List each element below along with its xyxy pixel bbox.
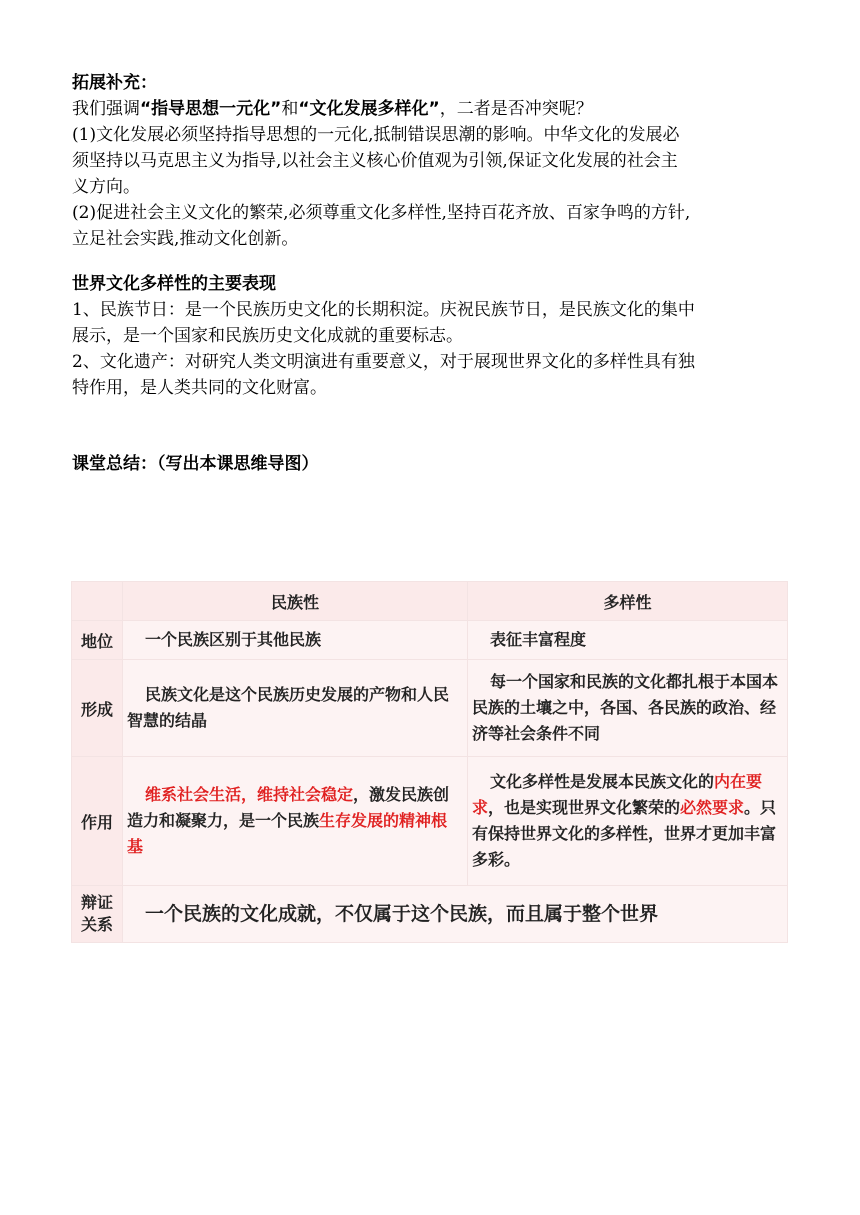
- highlight-text: 内在要求: [472, 772, 763, 817]
- relation-label-text: 辩证关系: [80, 893, 113, 934]
- row-label-relation: [72, 886, 123, 943]
- question-mid: 和: [281, 99, 299, 119]
- diversity-item2-line1: 2、文化遗产：对研究人类文明演进有重要意义，对于展现世界文化的多样性具有独: [72, 352, 695, 372]
- table-row: [72, 621, 788, 660]
- extension-point1-line2: 须坚持以马克思主义为指导,以社会主义核心价值观为引领,保证文化发展的社会主: [72, 151, 678, 171]
- row-label-formation: 形成: [72, 660, 123, 757]
- highlight-text: 维系社会生活，维持社会稳定: [145, 785, 354, 804]
- formation-diversity-text: 每一个国家和民族的文化都扎根于本国本民族的土壤之中，各国、各民族的政治、经济等社会条件不同: [472, 672, 779, 743]
- highlight-text: 必然要求: [680, 798, 745, 817]
- formation-nationality: [123, 660, 468, 757]
- function-diversity-text: [468, 763, 787, 879]
- table-row: [72, 660, 788, 757]
- diversity-item2-line2: 特作用，是人类共同的文化财富。: [72, 378, 327, 398]
- question-suffix: ，二者是否冲突呢？: [439, 99, 593, 119]
- function-diversity-body-1: 文化多样性是发展本民族文化的: [490, 772, 715, 791]
- diversity-heading: 世界文化多样性的主要表现: [72, 274, 276, 294]
- summary-heading: 课堂总结：（写出本课思维导图）: [72, 454, 319, 474]
- function-nationality: [123, 757, 468, 886]
- status-diversity-text: 表征丰富程度: [490, 630, 587, 649]
- function-diversity: [468, 757, 788, 886]
- extension-point1-line1: (1)文化发展必须坚持指导思想的一元化,抵制错误思潮的影响。中华文化的发展必: [72, 125, 680, 145]
- status-nationality-text: 一个民族区别于其他民族: [145, 630, 322, 649]
- diversity-item1-line1: 1、民族节日：是一个民族历史文化的长期积淀。庆祝民族节日，是民族文化的集中: [72, 300, 695, 320]
- row-label-status: 地位: [72, 621, 123, 660]
- diversity-item1-line2: 展示，是一个国家和民族历史文化成就的重要标志。: [72, 326, 463, 346]
- extension-point2-line1: (2)促进社会主义文化的繁荣,必须尊重文化多样性,坚持百花齐放、百家争鸣的方针,: [72, 203, 691, 223]
- header-empty-cell: [72, 582, 123, 621]
- function-diversity-body-2: ，也是实现世界文化繁荣的: [488, 798, 681, 817]
- extension-point2-line2: 立足社会实践,推动文化创新。: [72, 229, 299, 249]
- header-nationality: 民族性: [123, 582, 468, 621]
- formation-nationality-text: 民族文化是这个民族历史发展的产物和人民智慧的结晶: [127, 685, 450, 730]
- relation-content: [123, 886, 788, 943]
- formation-diversity: [468, 660, 788, 757]
- function-nationality-body: ，激发民族创造力和凝聚力，是一个民族: [127, 785, 450, 830]
- table-row: [72, 757, 788, 886]
- status-nationality: [123, 621, 468, 660]
- question-prefix: 我们强调: [72, 99, 140, 119]
- header-diversity: 多样性: [468, 582, 788, 621]
- extension-point1-line3: 义方向。: [72, 177, 140, 197]
- function-nationality-text: [123, 776, 467, 866]
- question-bold-2: “文化发展多样化”: [298, 99, 440, 119]
- question-bold-1: “指导思想一元化”: [140, 99, 282, 119]
- status-diversity: [468, 621, 788, 660]
- extension-question: [72, 96, 593, 122]
- comparison-table: [71, 581, 788, 943]
- function-diversity-body-3: 。只有保持世界文化的多样性，世界才更加丰富多彩。: [472, 798, 777, 869]
- table-row: [72, 886, 788, 943]
- highlight-text: 生存发展的精神根基: [127, 811, 448, 856]
- table-header-row: [72, 582, 788, 621]
- row-label-function: 作用: [72, 757, 123, 886]
- relation-text: 一个民族的文化成就，不仅属于这个民族，而且属于整个世界: [145, 903, 659, 925]
- extension-heading: 拓展补充：: [72, 73, 157, 93]
